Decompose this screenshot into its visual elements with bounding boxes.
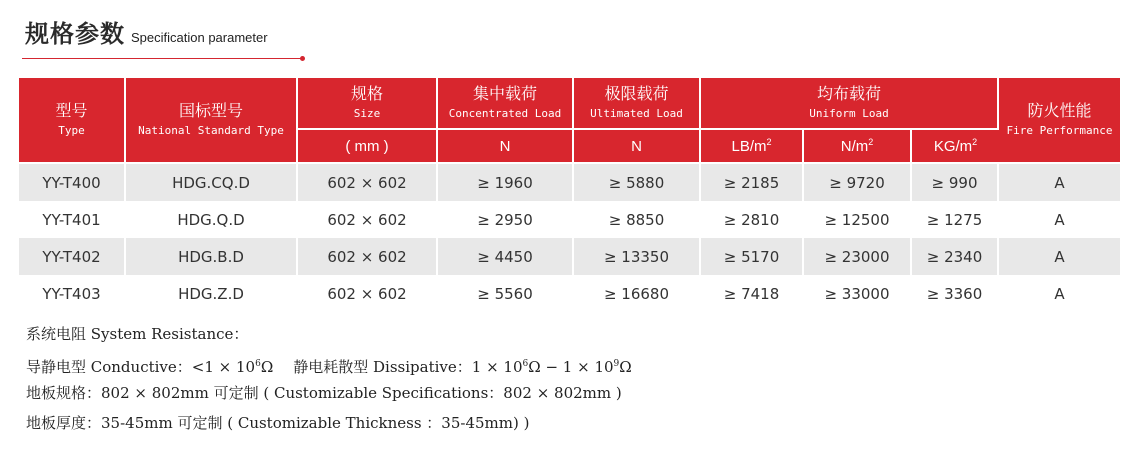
dissipative-value: $1 \times 10^6\Omega - 1 \times 10^9\Omega$: [471, 357, 632, 376]
cell-size: 602 × 602: [298, 201, 438, 238]
cell-concentrated: ≥ 1960: [438, 164, 574, 201]
cell-kg: ≥ 1275: [912, 201, 999, 238]
cell-fire: A: [999, 275, 1120, 312]
cell-lb: ≥ 5170: [701, 238, 804, 275]
cell-kg: ≥ 990: [912, 164, 999, 201]
spec-table: [19, 78, 1120, 312]
cell-concentrated: ≥ 5560: [438, 275, 574, 312]
note-resistance: 系统电阻 System Resistance：: [26, 325, 249, 343]
cell-size: 602 × 602: [298, 238, 438, 275]
table-row: [19, 201, 1120, 238]
table-row: [19, 238, 1120, 275]
cell-lb: ≥ 7418: [701, 275, 804, 312]
cell-ultimate: ≥ 13350: [574, 238, 701, 275]
conductive-value: $<1 \times 10^6\Omega$: [191, 357, 274, 376]
note-floor-thickness: 地板厚度：35-45mm 可定制 ( Customizable Thickness ：35-45mm) ): [26, 413, 530, 432]
cell-national: HDG.Z.D: [126, 275, 298, 312]
cell-ultimate: ≥ 8850: [574, 201, 701, 238]
table-row: [19, 164, 1120, 201]
note-resistance-values: [26, 350, 632, 380]
notes-block: [26, 320, 632, 438]
header-row-1: [19, 78, 1120, 130]
cell-n: ≥ 12500: [804, 201, 912, 238]
cell-size: 602 × 602: [298, 164, 438, 201]
cell-kg: ≥ 3360: [912, 275, 999, 312]
col-header-ultimate: 极限载荷 Ultimated Load: [574, 78, 701, 130]
unit-n-per-m2: $N/m^2$: [804, 130, 912, 164]
cell-fire: A: [999, 164, 1120, 201]
unit-ultimate: N: [574, 130, 701, 164]
unit-concentrated: N: [438, 130, 574, 164]
cell-national: HDG.CQ.D: [126, 164, 298, 201]
cell-kg: ≥ 2340: [912, 238, 999, 275]
col-header-type: 型号 Type: [19, 78, 126, 164]
cell-lb: ≥ 2185: [701, 164, 804, 201]
cell-fire: A: [999, 238, 1120, 275]
cell-type: YY-T400: [19, 164, 126, 201]
cell-n: ≥ 9720: [804, 164, 912, 201]
col-header-concentrated: 集中载荷 Concentrated Load: [438, 78, 574, 130]
conductive-label: 导静电型 Conductive：: [26, 357, 192, 376]
cell-ultimate: ≥ 5880: [574, 164, 701, 201]
unit-size: ( mm ): [298, 130, 438, 164]
cell-type: YY-T402: [19, 238, 126, 275]
heading-underline-dot: [300, 56, 305, 61]
dissipative-label: 静电耗散型 Dissipative：: [293, 357, 472, 376]
col-header-uniform: 均布载荷 Uniform Load: [701, 78, 999, 130]
cell-concentrated: ≥ 2950: [438, 201, 574, 238]
col-header-fire: 防火性能 Fire Performance: [999, 78, 1120, 164]
section-title-en: Specification parameter: [131, 30, 268, 45]
col-header-size: 规格 Size: [298, 78, 438, 130]
table-row: [19, 275, 1120, 312]
unit-lb-per-m2: $LB/m^2$: [701, 130, 804, 164]
section-heading: [25, 14, 268, 49]
cell-fire: A: [999, 201, 1120, 238]
cell-type: YY-T403: [19, 275, 126, 312]
col-header-national: 国标型号 National Standard Type: [126, 78, 298, 164]
cell-size: 602 × 602: [298, 275, 438, 312]
cell-ultimate: ≥ 16680: [574, 275, 701, 312]
cell-type: YY-T401: [19, 201, 126, 238]
cell-national: HDG.B.D: [126, 238, 298, 275]
heading-underline: [22, 58, 302, 59]
cell-n: ≥ 23000: [804, 238, 912, 275]
unit-kg-per-m2: $KG/m^2$: [912, 130, 999, 164]
cell-national: HDG.Q.D: [126, 201, 298, 238]
cell-concentrated: ≥ 4450: [438, 238, 574, 275]
note-floor-spec: 地板规格：802 × 802mm 可定制 ( Customizable Specifications：802 × 802mm ): [26, 384, 622, 402]
cell-lb: ≥ 2810: [701, 201, 804, 238]
cell-n: ≥ 33000: [804, 275, 912, 312]
section-title-cn: 规格参数: [25, 20, 125, 48]
